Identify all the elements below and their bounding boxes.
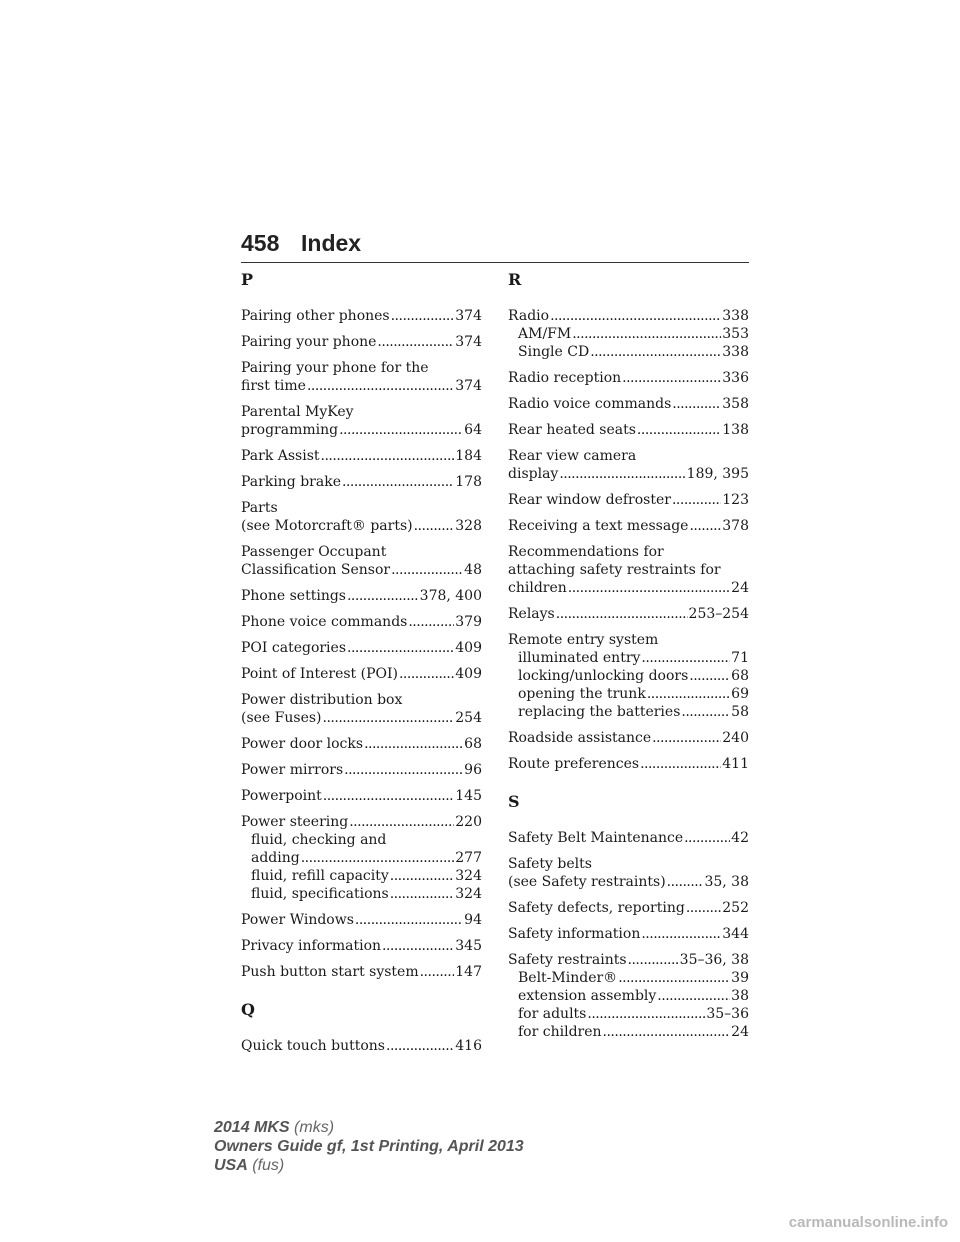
entry-text: opening the trunk bbox=[518, 686, 646, 702]
page-reference: 328 bbox=[455, 518, 482, 534]
page-reference: 138 bbox=[722, 422, 749, 438]
page-reference: 145 bbox=[455, 788, 482, 804]
page-reference: 39 bbox=[731, 970, 749, 986]
dot-leader bbox=[399, 665, 454, 683]
page-header bbox=[241, 228, 749, 263]
index-entry bbox=[241, 473, 482, 491]
index-entry bbox=[508, 951, 749, 1041]
index-subentry-line bbox=[241, 849, 482, 867]
entry-text: Belt-Minder® bbox=[518, 970, 618, 986]
entry-text: Push button start system bbox=[241, 964, 419, 980]
index-entry bbox=[241, 613, 482, 631]
index-entry-line bbox=[241, 377, 482, 395]
dot-leader bbox=[672, 491, 721, 509]
page-reference: 184 bbox=[455, 448, 482, 464]
page-reference: 24 bbox=[731, 1024, 749, 1040]
dot-leader bbox=[342, 473, 454, 491]
dot-leader bbox=[556, 605, 688, 623]
page-number: 458 bbox=[241, 230, 280, 256]
index-entry-line bbox=[508, 543, 749, 561]
index-entry-line bbox=[241, 421, 482, 439]
section-letter: S bbox=[508, 792, 520, 811]
index-entry-line bbox=[508, 951, 749, 969]
dot-leader bbox=[420, 963, 455, 981]
entry-text: attaching safety restraints for bbox=[508, 562, 721, 578]
page-reference: 24 bbox=[731, 580, 749, 596]
entry-text: Point of Interest (POI) bbox=[241, 666, 398, 682]
entry-text: for children bbox=[518, 1024, 602, 1040]
entry-text: Privacy information bbox=[241, 938, 382, 954]
index-entry-line bbox=[241, 937, 482, 955]
dot-leader bbox=[386, 1037, 454, 1055]
entry-text: Passenger Occupant bbox=[241, 544, 387, 560]
index-entry bbox=[508, 605, 749, 623]
entry-text: Parking brake bbox=[241, 474, 341, 490]
page-reference: 35–36, 38 bbox=[679, 952, 749, 968]
index-entry bbox=[508, 729, 749, 747]
index-entry bbox=[508, 369, 749, 387]
page-reference: 48 bbox=[464, 562, 482, 578]
index-entry-line bbox=[241, 543, 482, 561]
index-subentry-line bbox=[508, 1023, 749, 1041]
entry-text: Safety restraints bbox=[508, 952, 627, 968]
entry-text: Park Assist bbox=[241, 448, 320, 464]
index-entry-line bbox=[241, 359, 482, 377]
index-entry bbox=[508, 855, 749, 891]
index-subentry-line bbox=[241, 831, 482, 849]
index-entry bbox=[508, 543, 749, 597]
entry-text: Pairing your phone bbox=[241, 334, 377, 350]
entry-text: (see Motorcraft® parts) bbox=[241, 518, 413, 534]
index-entry-line bbox=[508, 579, 749, 597]
entry-text: replacing the batteries bbox=[518, 704, 681, 720]
page-reference: 416 bbox=[455, 1038, 482, 1054]
index-entry-line bbox=[508, 307, 749, 325]
index-entry-line bbox=[508, 605, 749, 623]
dot-leader bbox=[686, 899, 721, 917]
page-reference: 68 bbox=[464, 736, 482, 752]
entry-text: Rear window defroster bbox=[508, 492, 671, 508]
index-entry-line bbox=[241, 517, 482, 535]
index-subentry-line bbox=[508, 1005, 749, 1023]
dot-leader bbox=[640, 755, 721, 773]
index-column-left bbox=[241, 270, 482, 1063]
entry-text: Safety Belt Maintenance bbox=[508, 830, 684, 846]
entry-text: Power steering bbox=[241, 814, 349, 830]
page-reference: 147 bbox=[455, 964, 482, 980]
page-reference: 35, 38 bbox=[704, 874, 749, 890]
index-entry bbox=[508, 899, 749, 917]
entry-text: Parts bbox=[241, 500, 278, 516]
footer-line-edition: Owners Guide gf, 1st Printing, April 2013 bbox=[214, 1138, 524, 1155]
dot-leader bbox=[603, 1023, 731, 1041]
dot-leader bbox=[414, 517, 455, 535]
index-entry-line bbox=[508, 729, 749, 747]
page-reference: 64 bbox=[464, 422, 482, 438]
dot-leader bbox=[391, 561, 463, 579]
page-reference: 189, 395 bbox=[686, 466, 749, 482]
index-entry-line bbox=[241, 639, 482, 657]
index-entry bbox=[241, 543, 482, 579]
index-entry bbox=[241, 333, 482, 351]
dot-leader bbox=[618, 969, 730, 987]
index-entry bbox=[241, 665, 482, 683]
index-entry-line bbox=[241, 813, 482, 831]
dot-leader bbox=[590, 343, 721, 361]
dot-leader bbox=[339, 421, 463, 439]
index-entry-line bbox=[508, 395, 749, 413]
index-entry bbox=[241, 359, 482, 395]
page-reference: 409 bbox=[455, 666, 482, 682]
index-entry bbox=[241, 813, 482, 903]
index-entry bbox=[241, 403, 482, 439]
dot-leader bbox=[349, 813, 454, 831]
dot-leader bbox=[667, 873, 704, 891]
entry-text: Power door locks bbox=[241, 736, 364, 752]
dot-leader bbox=[390, 885, 455, 903]
footer bbox=[214, 1118, 524, 1175]
entry-text: display bbox=[508, 466, 559, 482]
dot-leader bbox=[307, 377, 454, 395]
page-title: Index bbox=[301, 230, 362, 256]
dot-leader bbox=[637, 421, 721, 439]
page-reference: 336 bbox=[722, 370, 749, 386]
page-reference: 411 bbox=[722, 756, 749, 772]
index-entry-line bbox=[508, 561, 749, 579]
dot-leader bbox=[344, 761, 463, 779]
index-entry bbox=[508, 755, 749, 773]
index-entry bbox=[241, 499, 482, 535]
entry-text: Single CD bbox=[518, 344, 590, 360]
entry-text: Parental MyKey bbox=[241, 404, 354, 420]
index-entry bbox=[241, 691, 482, 727]
page-reference: 96 bbox=[464, 762, 482, 778]
index-entry-line bbox=[241, 333, 482, 351]
index-entry bbox=[508, 829, 749, 847]
index-entry bbox=[508, 631, 749, 721]
index-entry-line bbox=[508, 873, 749, 891]
entry-text: AM/FM bbox=[518, 326, 572, 342]
dot-leader bbox=[408, 613, 454, 631]
page-reference: 38 bbox=[731, 988, 749, 1004]
index-entry-line bbox=[241, 473, 482, 491]
page-reference: 374 bbox=[455, 334, 482, 350]
dot-leader bbox=[689, 667, 730, 685]
entry-text: POI categories bbox=[241, 640, 347, 656]
index-entry-line bbox=[241, 499, 482, 517]
index-subentry-line bbox=[508, 343, 749, 361]
dot-leader bbox=[641, 925, 721, 943]
entry-text: Safety belts bbox=[508, 856, 592, 872]
page-reference: 345 bbox=[455, 938, 482, 954]
dot-leader bbox=[390, 867, 455, 885]
page-reference: 69 bbox=[731, 686, 749, 702]
index-entry bbox=[241, 639, 482, 657]
index-entry-line bbox=[508, 421, 749, 439]
entry-text: (see Fuses) bbox=[241, 710, 322, 726]
index-entry-line bbox=[508, 925, 749, 943]
index-entry-line bbox=[508, 517, 749, 535]
page-reference: 253–254 bbox=[688, 606, 749, 622]
entry-text: fluid, refill capacity bbox=[251, 868, 389, 884]
dot-leader bbox=[681, 703, 730, 721]
entry-text: fluid, checking and bbox=[251, 832, 387, 848]
dot-leader bbox=[347, 587, 419, 605]
page-reference: 358 bbox=[722, 396, 749, 412]
index-entry-line bbox=[508, 631, 749, 649]
page-reference: 353 bbox=[722, 326, 749, 342]
index-subentry-line bbox=[508, 325, 749, 343]
dot-leader bbox=[628, 951, 679, 969]
page-reference: 324 bbox=[455, 868, 482, 884]
index-entry bbox=[508, 491, 749, 509]
page-reference: 324 bbox=[455, 886, 482, 902]
page-reference: 68 bbox=[731, 668, 749, 684]
dot-leader bbox=[550, 307, 721, 325]
index-entry bbox=[241, 735, 482, 753]
dot-leader bbox=[355, 911, 463, 929]
page-reference: 220 bbox=[455, 814, 482, 830]
entry-text: Power Windows bbox=[241, 912, 354, 928]
dot-leader bbox=[684, 829, 730, 847]
dot-leader bbox=[321, 447, 455, 465]
dot-leader bbox=[301, 849, 455, 867]
page-reference: 71 bbox=[731, 650, 749, 666]
dot-leader bbox=[657, 987, 730, 1005]
index-entry bbox=[241, 1037, 482, 1055]
entry-text: Recommendations for bbox=[508, 544, 664, 560]
entry-text: Pairing other phones bbox=[241, 308, 390, 324]
index-entry-line bbox=[241, 709, 482, 727]
entry-text: fluid, specifications bbox=[251, 886, 389, 902]
index-subentry-line bbox=[241, 885, 482, 903]
index-entry bbox=[508, 307, 749, 361]
dot-leader bbox=[652, 729, 721, 747]
entry-text: Remote entry system bbox=[508, 632, 659, 648]
index-entry-line bbox=[241, 1037, 482, 1055]
index-entry bbox=[241, 937, 482, 955]
section-letter: Q bbox=[241, 1000, 255, 1019]
index-entry-line bbox=[241, 447, 482, 465]
index-entry bbox=[508, 421, 749, 439]
index-column-right bbox=[508, 270, 749, 1049]
dot-leader bbox=[572, 325, 721, 343]
index-subentry-line bbox=[508, 667, 749, 685]
dot-leader bbox=[391, 307, 455, 325]
entry-text: Quick touch buttons bbox=[241, 1038, 385, 1054]
page-reference: 240 bbox=[722, 730, 749, 746]
section-letter: P bbox=[241, 270, 254, 289]
page-reference: 338 bbox=[722, 344, 749, 360]
dot-leader bbox=[672, 395, 721, 413]
footer-line-model: 2014 MKS (mks) bbox=[214, 1119, 335, 1136]
dot-leader bbox=[622, 369, 721, 387]
entry-text: (see Safety restraints) bbox=[508, 874, 666, 890]
entry-text: Receiving a text message bbox=[508, 518, 689, 534]
dot-leader bbox=[347, 639, 454, 657]
entry-text: Safety defects, reporting bbox=[508, 900, 685, 916]
entry-text: Powerpoint bbox=[241, 788, 322, 804]
entry-text: Phone voice commands bbox=[241, 614, 408, 630]
page-reference: 344 bbox=[722, 926, 749, 942]
index-entry bbox=[508, 447, 749, 483]
index-subentry-line bbox=[508, 685, 749, 703]
index-entry-line bbox=[508, 465, 749, 483]
dot-leader bbox=[559, 465, 685, 483]
entry-text: Classification Sensor bbox=[241, 562, 391, 578]
dot-leader bbox=[377, 333, 454, 351]
page-reference: 338 bbox=[722, 308, 749, 324]
index-entry-line bbox=[241, 403, 482, 421]
dot-leader bbox=[382, 937, 454, 955]
entry-text: for adults bbox=[518, 1006, 587, 1022]
dot-leader bbox=[587, 1005, 705, 1023]
page-reference: 374 bbox=[455, 378, 482, 394]
entry-text: Roadside assistance bbox=[508, 730, 652, 746]
page-reference: 123 bbox=[722, 492, 749, 508]
watermark: carmanualsonline.info bbox=[788, 1214, 948, 1231]
index-entry bbox=[241, 587, 482, 605]
entry-text: Power mirrors bbox=[241, 762, 344, 778]
entry-text: Radio voice commands bbox=[508, 396, 672, 412]
page-reference: 178 bbox=[455, 474, 482, 490]
index-entry-line bbox=[508, 491, 749, 509]
index-entry-line bbox=[241, 691, 482, 709]
page-reference: 254 bbox=[455, 710, 482, 726]
entry-text: first time bbox=[241, 378, 306, 394]
page-reference: 378 bbox=[722, 518, 749, 534]
index-entry bbox=[241, 307, 482, 325]
entry-text: adding bbox=[251, 850, 300, 866]
entry-text: illuminated entry bbox=[518, 650, 641, 666]
index-entry-line bbox=[508, 899, 749, 917]
entry-text: locking/unlocking doors bbox=[518, 668, 689, 684]
page-reference: 252 bbox=[722, 900, 749, 916]
entry-text: Rear view camera bbox=[508, 448, 637, 464]
index-entry-line bbox=[241, 613, 482, 631]
index-entry bbox=[508, 925, 749, 943]
entry-text: Relays bbox=[508, 606, 555, 622]
entry-text: Radio reception bbox=[508, 370, 622, 386]
index-entry-line bbox=[241, 561, 482, 579]
dot-leader bbox=[364, 735, 463, 753]
entry-text: Route preferences bbox=[508, 756, 640, 772]
index-subentry-line bbox=[241, 867, 482, 885]
entry-text: extension assembly bbox=[518, 988, 657, 1004]
entry-text: Power distribution box bbox=[241, 692, 403, 708]
index-entry-line bbox=[241, 761, 482, 779]
index-subentry-line bbox=[508, 987, 749, 1005]
page-reference: 42 bbox=[731, 830, 749, 846]
index-entry bbox=[508, 517, 749, 535]
section-letter: R bbox=[508, 270, 522, 289]
entry-text: children bbox=[508, 580, 567, 596]
index-entry-line bbox=[508, 369, 749, 387]
page-reference: 58 bbox=[731, 704, 749, 720]
index-entry bbox=[508, 395, 749, 413]
dot-leader bbox=[647, 685, 730, 703]
entry-text: Safety information bbox=[508, 926, 641, 942]
entry-text: programming bbox=[241, 422, 339, 438]
page-reference: 374 bbox=[455, 308, 482, 324]
entry-text: Phone settings bbox=[241, 588, 346, 604]
index-subentry-line bbox=[508, 649, 749, 667]
index-entry bbox=[241, 963, 482, 981]
index-entry bbox=[241, 447, 482, 465]
index-entry-line bbox=[241, 587, 482, 605]
entry-text: Radio bbox=[508, 308, 550, 324]
footer-line-market: USA (fus) bbox=[214, 1157, 285, 1174]
page-reference: 409 bbox=[455, 640, 482, 656]
page-reference: 277 bbox=[455, 850, 482, 866]
index-entry-line bbox=[241, 911, 482, 929]
index-entry-line bbox=[241, 735, 482, 753]
index-subentry-line bbox=[508, 969, 749, 987]
index-entry-line bbox=[241, 307, 482, 325]
index-entry-line bbox=[241, 963, 482, 981]
index-entry-line bbox=[508, 829, 749, 847]
index-entry bbox=[241, 761, 482, 779]
entry-text: Rear heated seats bbox=[508, 422, 636, 438]
entry-text: Pairing your phone for the bbox=[241, 360, 429, 376]
index-entry-line bbox=[508, 447, 749, 465]
page-reference: 378, 400 bbox=[419, 588, 482, 604]
dot-leader bbox=[568, 579, 730, 597]
dot-leader bbox=[641, 649, 730, 667]
dot-leader bbox=[323, 787, 455, 805]
index-entry-line bbox=[241, 665, 482, 683]
index-entry bbox=[241, 911, 482, 929]
index-entry-line bbox=[508, 755, 749, 773]
page-reference: 379 bbox=[455, 614, 482, 630]
index-entry-line bbox=[241, 787, 482, 805]
page-reference: 94 bbox=[464, 912, 482, 928]
dot-leader bbox=[689, 517, 721, 535]
page-reference: 35–36 bbox=[706, 1006, 749, 1022]
index-subentry-line bbox=[508, 703, 749, 721]
dot-leader bbox=[323, 709, 455, 727]
index-entry-line bbox=[508, 855, 749, 873]
index-entry bbox=[241, 787, 482, 805]
